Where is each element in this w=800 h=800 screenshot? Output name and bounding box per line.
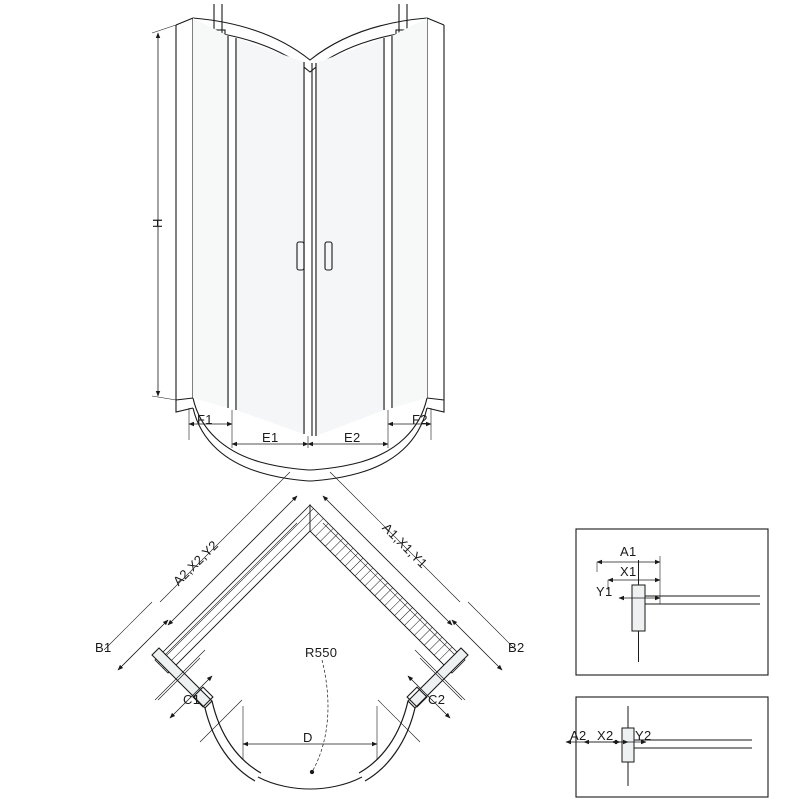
label-detail-x1: X1 xyxy=(620,564,637,579)
elevation-view xyxy=(176,4,444,481)
label-b1: B1 xyxy=(95,640,112,655)
label-c2: C2 xyxy=(428,692,446,707)
label-detail-y2: Y2 xyxy=(635,728,652,743)
label-d: D xyxy=(303,730,313,745)
label-e1: E1 xyxy=(262,430,279,445)
label-detail-a2: A2 xyxy=(570,728,587,743)
label-a1x1y1: A1,X1,Y1 xyxy=(379,520,431,572)
detail-bottom xyxy=(566,697,768,797)
label-detail-y1: Y1 xyxy=(596,584,613,599)
label-b2: B2 xyxy=(508,640,525,655)
label-height: H xyxy=(150,218,165,228)
label-f1: F1 xyxy=(197,412,213,427)
label-detail-x2: X2 xyxy=(597,728,614,743)
label-c1: C1 xyxy=(183,692,201,707)
label-detail-a1: A1 xyxy=(620,544,637,559)
detail-top xyxy=(576,529,768,675)
label-f2: F2 xyxy=(412,412,428,427)
label-e2: E2 xyxy=(344,430,361,445)
label-a2x2y2: A2,X2,Y2 xyxy=(170,537,222,589)
label-radius: R550 xyxy=(305,645,338,660)
